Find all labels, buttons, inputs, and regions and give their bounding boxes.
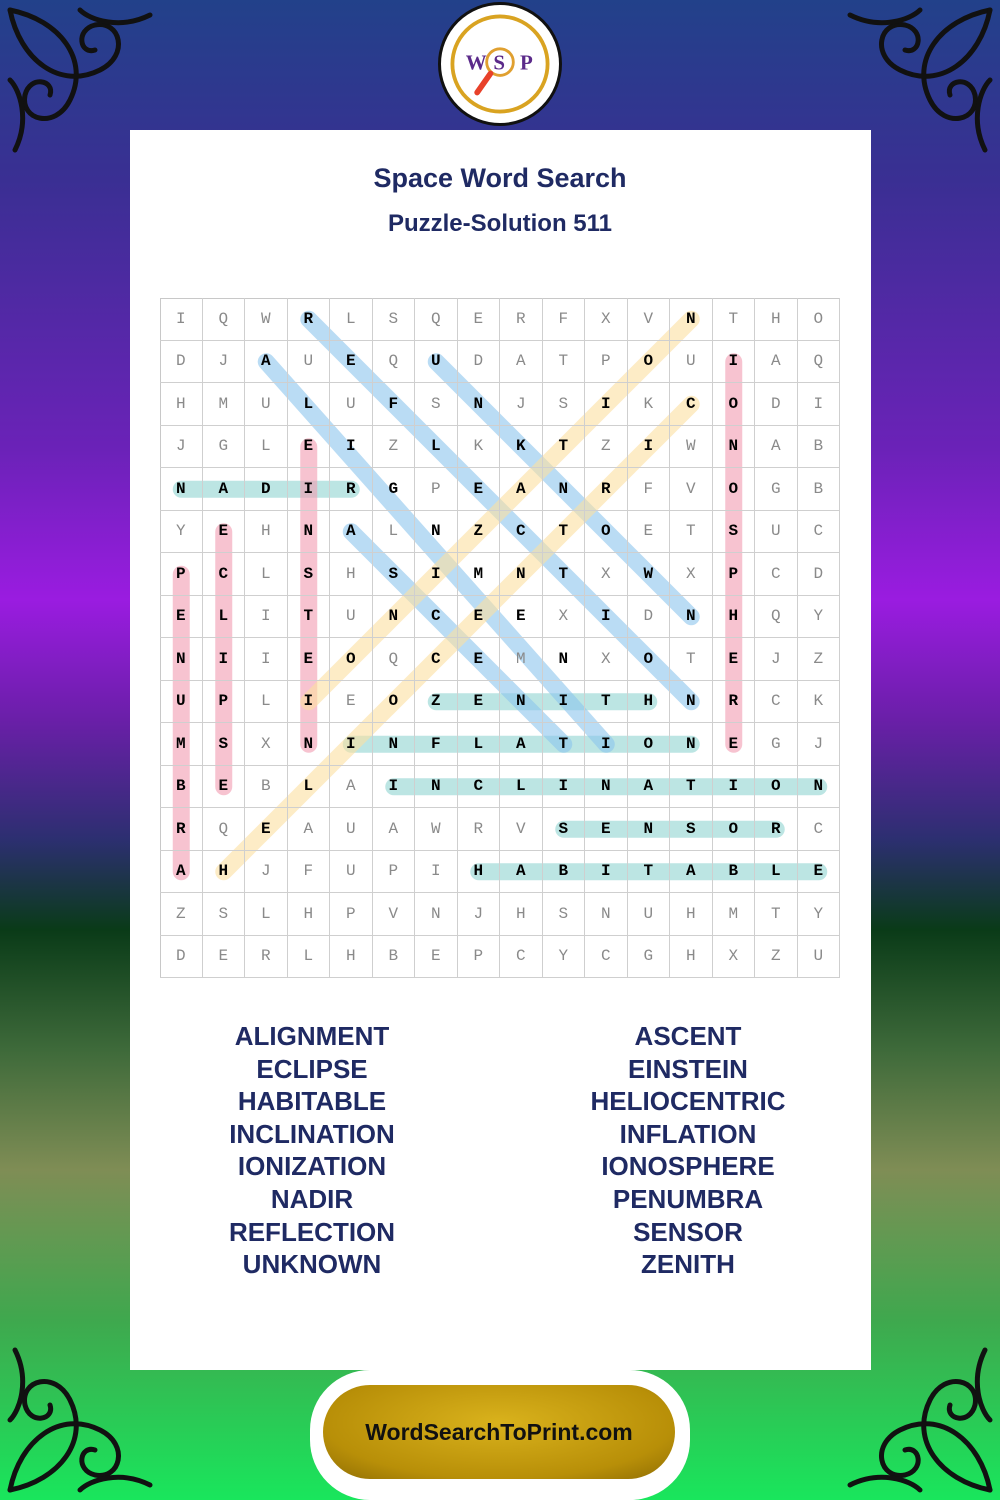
word-item: INCLINATION — [229, 1118, 395, 1149]
grid-cell: B — [713, 851, 756, 894]
grid-cell: J — [160, 426, 203, 469]
grid-cell: A — [245, 341, 288, 384]
grid-cell: R — [585, 468, 628, 511]
grid-cell: Q — [415, 298, 458, 341]
grid-cell: K — [500, 426, 543, 469]
grid-cell: N — [288, 723, 331, 766]
grid-cell: M — [160, 723, 203, 766]
grid-cell: G — [373, 468, 416, 511]
grid-cell: O — [330, 638, 373, 681]
grid-cell: O — [713, 808, 756, 851]
grid-cell: I — [330, 723, 373, 766]
grid-cell: Z — [458, 511, 501, 554]
grid-cell: S — [203, 723, 246, 766]
grid-cell: V — [628, 298, 671, 341]
grid-cell: C — [203, 553, 246, 596]
grid-cell: H — [160, 383, 203, 426]
grid-cell: L — [245, 426, 288, 469]
grid-cell: N — [628, 808, 671, 851]
grid-cell: R — [458, 808, 501, 851]
grid-cell: L — [203, 596, 246, 639]
grid-cell: X — [245, 723, 288, 766]
grid-cell: E — [160, 596, 203, 639]
grid-cell: X — [585, 638, 628, 681]
word-item: IONOSPHERE — [601, 1151, 775, 1182]
grid-cell: Y — [160, 511, 203, 554]
grid-cell: V — [670, 468, 713, 511]
grid-cell: T — [543, 341, 586, 384]
grid-cell: T — [670, 511, 713, 554]
grid-cell: E — [628, 511, 671, 554]
grid-cell: U — [330, 808, 373, 851]
grid-cell: S — [543, 808, 586, 851]
logo-letter-p: P — [519, 50, 533, 75]
grid-cell: T — [628, 851, 671, 894]
grid-cell: E — [458, 298, 501, 341]
grid-cell: X — [670, 553, 713, 596]
grid-cell: Z — [585, 426, 628, 469]
grid-cell: L — [288, 766, 331, 809]
grid-cell: R — [288, 298, 331, 341]
grid-cell: M — [458, 553, 501, 596]
grid-cell: C — [755, 681, 798, 724]
grid-cell: D — [160, 341, 203, 384]
grid-cell: I — [713, 766, 756, 809]
grid-cell: T — [543, 723, 586, 766]
grid-cell: P — [415, 468, 458, 511]
grid-cell: X — [713, 936, 756, 979]
grid-cell: T — [288, 596, 331, 639]
grid-cell: R — [330, 468, 373, 511]
grid-cell: R — [755, 808, 798, 851]
word-item: ECLIPSE — [256, 1053, 368, 1084]
grid-cell: I — [373, 766, 416, 809]
grid-cell: Q — [798, 341, 841, 384]
word-item: HELIOCENTRIC — [590, 1086, 786, 1117]
page-subtitle: Puzzle-Solution 511 — [387, 210, 613, 237]
grid-cell: I — [330, 426, 373, 469]
grid-cell: J — [500, 383, 543, 426]
grid-cell: E — [798, 851, 841, 894]
grid-cell: T — [713, 298, 756, 341]
word-item: NADIR — [270, 1183, 354, 1214]
grid-cell: I — [543, 681, 586, 724]
grid-cell: Q — [203, 808, 246, 851]
grid-cell: Q — [373, 341, 416, 384]
grid-cell: S — [288, 553, 331, 596]
grid-cell: J — [203, 341, 246, 384]
grid-cell: W — [670, 426, 713, 469]
grid-cell: L — [500, 766, 543, 809]
grid-cell: Q — [755, 596, 798, 639]
grid-cell: E — [415, 936, 458, 979]
grid-cell: V — [500, 808, 543, 851]
grid-cell: H — [713, 596, 756, 639]
page-title: Space Word Search — [373, 163, 627, 193]
grid-cell: S — [373, 298, 416, 341]
grid-cell: H — [670, 893, 713, 936]
grid-cell: G — [755, 723, 798, 766]
grid-cell: O — [628, 638, 671, 681]
grid-cell: X — [585, 553, 628, 596]
logo-letter-s: S — [493, 50, 505, 75]
grid-cell: A — [160, 851, 203, 894]
word-list-left — [152, 1020, 472, 1281]
grid-cell: A — [203, 468, 246, 511]
word-grid — [160, 298, 840, 978]
grid-cell: E — [458, 468, 501, 511]
grid-cell: G — [628, 936, 671, 979]
grid-cell: E — [458, 596, 501, 639]
grid-cell: B — [245, 766, 288, 809]
grid-cell: E — [203, 511, 246, 554]
grid-cell: P — [330, 893, 373, 936]
grid-cell: I — [160, 298, 203, 341]
word-item: UNKNOWN — [242, 1249, 382, 1280]
grid-cell: U — [288, 341, 331, 384]
grid-cell: S — [415, 383, 458, 426]
grid-cell: T — [543, 511, 586, 554]
grid-cell: C — [415, 596, 458, 639]
grid-cell: E — [245, 808, 288, 851]
grid-cell: M — [203, 383, 246, 426]
grid-cell: C — [500, 936, 543, 979]
grid-cell: O — [713, 468, 756, 511]
grid-cell: T — [543, 553, 586, 596]
grid-cell: C — [755, 553, 798, 596]
word-item: SENSOR — [633, 1216, 743, 1247]
grid-cell: L — [330, 298, 373, 341]
grid-cell: F — [415, 723, 458, 766]
grid-cell: Q — [373, 638, 416, 681]
grid-cell: O — [628, 723, 671, 766]
grid-cell: A — [500, 723, 543, 766]
grid-cell: Z — [415, 681, 458, 724]
grid-cell: J — [798, 723, 841, 766]
grid-cell: S — [670, 808, 713, 851]
grid-cell: I — [245, 596, 288, 639]
grid-cell: N — [500, 553, 543, 596]
grid-cell: D — [798, 553, 841, 596]
grid-cell: Z — [160, 893, 203, 936]
grid-cell: U — [245, 383, 288, 426]
grid-cell: N — [670, 596, 713, 639]
grid-cell: J — [458, 893, 501, 936]
grid-cell: T — [670, 638, 713, 681]
grid-cell: H — [755, 298, 798, 341]
grid-cell: D — [245, 468, 288, 511]
grid-cell: I — [415, 553, 458, 596]
grid-cell: R — [500, 298, 543, 341]
grid-cell: H — [628, 681, 671, 724]
grid-cell: H — [500, 893, 543, 936]
grid-cell: H — [330, 936, 373, 979]
grid-cell: N — [670, 723, 713, 766]
grid-cell: L — [245, 681, 288, 724]
word-item: ASCENT — [634, 1021, 742, 1051]
grid-cell: Z — [373, 426, 416, 469]
grid-cell: B — [543, 851, 586, 894]
grid-cell: N — [543, 638, 586, 681]
grid-cell: X — [543, 596, 586, 639]
grid-cell: X — [585, 298, 628, 341]
grid-cell: N — [415, 893, 458, 936]
grid-cell: T — [670, 766, 713, 809]
grid-cell: R — [713, 681, 756, 724]
grid-cell: D — [755, 383, 798, 426]
grid-cell: R — [245, 936, 288, 979]
grid-cell: C — [415, 638, 458, 681]
grid-cell: D — [628, 596, 671, 639]
grid-cell: Y — [798, 596, 841, 639]
wsp-logo — [438, 2, 562, 126]
grid-cell: U — [330, 383, 373, 426]
grid-cell: E — [713, 638, 756, 681]
grid-cell: E — [288, 426, 331, 469]
grid-cell: O — [628, 341, 671, 384]
grid-cell: H — [203, 851, 246, 894]
grid-cell: F — [543, 298, 586, 341]
grid-cell: U — [415, 341, 458, 384]
word-item: PENUMBRA — [612, 1183, 764, 1214]
grid-cell: S — [543, 893, 586, 936]
grid-cell: G — [203, 426, 246, 469]
grid-cell: H — [245, 511, 288, 554]
grid-cell: G — [755, 468, 798, 511]
grid-cell: A — [288, 808, 331, 851]
grid-cell: O — [755, 766, 798, 809]
grid-cell: H — [458, 851, 501, 894]
grid-cell: P — [373, 851, 416, 894]
grid-cell: U — [798, 936, 841, 979]
grid-cell: P — [458, 936, 501, 979]
grid-cell: A — [330, 511, 373, 554]
word-item: EINSTEIN — [628, 1053, 748, 1084]
grid-cell: N — [288, 511, 331, 554]
grid-cell: L — [288, 383, 331, 426]
word-item: ZENITH — [641, 1249, 735, 1280]
grid-cell: M — [500, 638, 543, 681]
grid-cell: O — [798, 298, 841, 341]
grid-cell: O — [713, 383, 756, 426]
grid-cell: J — [755, 638, 798, 681]
grid-cell: U — [330, 596, 373, 639]
grid-cell: W — [415, 808, 458, 851]
grid-cell: B — [160, 766, 203, 809]
grid-cell: E — [288, 638, 331, 681]
grid-cell: L — [245, 893, 288, 936]
grid-cell: T — [755, 893, 798, 936]
grid-cell: U — [628, 893, 671, 936]
grid-cell: I — [628, 426, 671, 469]
grid-cell: P — [203, 681, 246, 724]
grid-cell: T — [585, 681, 628, 724]
grid-cell: O — [373, 681, 416, 724]
grid-cell: C — [798, 808, 841, 851]
grid-cell: I — [288, 681, 331, 724]
grid-cell: Z — [798, 638, 841, 681]
word-item: INFLATION — [619, 1118, 757, 1149]
grid-cell: N — [585, 893, 628, 936]
logo-letter-w: W — [465, 50, 487, 75]
grid-cell: L — [245, 553, 288, 596]
grid-cell: Z — [755, 936, 798, 979]
grid-cell: U — [160, 681, 203, 724]
grid-cell: L — [458, 723, 501, 766]
grid-cell: N — [415, 511, 458, 554]
word-item: HABITABLE — [237, 1086, 387, 1117]
grid-cell: A — [500, 468, 543, 511]
grid-cell: F — [288, 851, 331, 894]
grid-cell: N — [713, 426, 756, 469]
grid-cell: I — [585, 851, 628, 894]
grid-cell: E — [585, 808, 628, 851]
grid-cell: I — [288, 468, 331, 511]
grid-cell: C — [585, 936, 628, 979]
grid-cell: V — [373, 893, 416, 936]
grid-cell: L — [373, 511, 416, 554]
grid-cell: C — [670, 383, 713, 426]
grid-cell: E — [458, 681, 501, 724]
grid-cell: S — [713, 511, 756, 554]
grid-cell: S — [373, 553, 416, 596]
grid-cell: N — [373, 723, 416, 766]
grid-cell: U — [755, 511, 798, 554]
grid-cell: E — [203, 936, 246, 979]
grid-cell: I — [203, 638, 246, 681]
grid-cell: W — [628, 553, 671, 596]
grid-cell: N — [373, 596, 416, 639]
grid-cell: N — [585, 766, 628, 809]
grid-cell: A — [755, 426, 798, 469]
grid-cell: I — [415, 851, 458, 894]
grid-cell: D — [458, 341, 501, 384]
grid-cell: H — [288, 893, 331, 936]
grid-cell: L — [755, 851, 798, 894]
grid-cell: J — [245, 851, 288, 894]
grid-cell: T — [543, 426, 586, 469]
grid-cell: S — [203, 893, 246, 936]
grid-cell: N — [670, 298, 713, 341]
grid-cell: I — [585, 723, 628, 766]
grid-cell: I — [713, 341, 756, 384]
grid-cell: A — [373, 808, 416, 851]
grid-cell: E — [203, 766, 246, 809]
grid-cell: H — [670, 936, 713, 979]
grid-cell: E — [458, 638, 501, 681]
grid-cell: B — [798, 426, 841, 469]
grid-cell: I — [245, 638, 288, 681]
grid-cell: K — [628, 383, 671, 426]
word-list-right — [528, 1020, 848, 1281]
grid-cell: B — [373, 936, 416, 979]
grid-cell: O — [585, 511, 628, 554]
grid-cell: C — [798, 511, 841, 554]
grid-cell: N — [798, 766, 841, 809]
grid-cell: E — [713, 723, 756, 766]
grid-cell: A — [670, 851, 713, 894]
grid-cell: B — [798, 468, 841, 511]
grid-cell: C — [458, 766, 501, 809]
grid-cell: S — [543, 383, 586, 426]
grid-cell: N — [415, 766, 458, 809]
grid-cell: P — [713, 553, 756, 596]
site-link-button[interactable] — [323, 1385, 675, 1479]
grid-cell: L — [288, 936, 331, 979]
word-item: REFLECTION — [228, 1216, 396, 1247]
grid-cell: E — [330, 681, 373, 724]
grid-cell: E — [330, 341, 373, 384]
grid-cell: A — [500, 851, 543, 894]
grid-cell: I — [798, 383, 841, 426]
grid-cell: P — [160, 553, 203, 596]
grid-cell: E — [500, 596, 543, 639]
grid-cell: I — [585, 596, 628, 639]
grid-cell: A — [628, 766, 671, 809]
grid-cell: A — [755, 341, 798, 384]
word-item: IONIZATION — [237, 1151, 387, 1182]
grid-cell: F — [373, 383, 416, 426]
grid-cell: K — [458, 426, 501, 469]
word-item: ALIGNMENT — [234, 1021, 390, 1051]
grid-cell: R — [160, 808, 203, 851]
grid-cell: L — [415, 426, 458, 469]
grid-cell: D — [160, 936, 203, 979]
grid-cell: H — [330, 553, 373, 596]
grid-cell: Q — [203, 298, 246, 341]
grid-cell: U — [330, 851, 373, 894]
grid-cell: M — [713, 893, 756, 936]
grid-cell: A — [500, 341, 543, 384]
grid-cell: N — [160, 638, 203, 681]
grid-cell: N — [160, 468, 203, 511]
grid-cell: U — [670, 341, 713, 384]
grid-cell: N — [670, 681, 713, 724]
grid-cell: N — [500, 681, 543, 724]
grid-cell: A — [330, 766, 373, 809]
site-link-label: WordSearchToPrint.com — [365, 1418, 633, 1445]
grid-cell: N — [458, 383, 501, 426]
grid-cell: F — [628, 468, 671, 511]
grid-cell: K — [798, 681, 841, 724]
grid-cell: I — [585, 383, 628, 426]
grid-cell: W — [245, 298, 288, 341]
grid-cell: I — [543, 766, 586, 809]
grid-cell: P — [585, 341, 628, 384]
grid-cell: Y — [798, 893, 841, 936]
grid-cell: N — [543, 468, 586, 511]
grid-cell: C — [500, 511, 543, 554]
grid-cell: Y — [543, 936, 586, 979]
